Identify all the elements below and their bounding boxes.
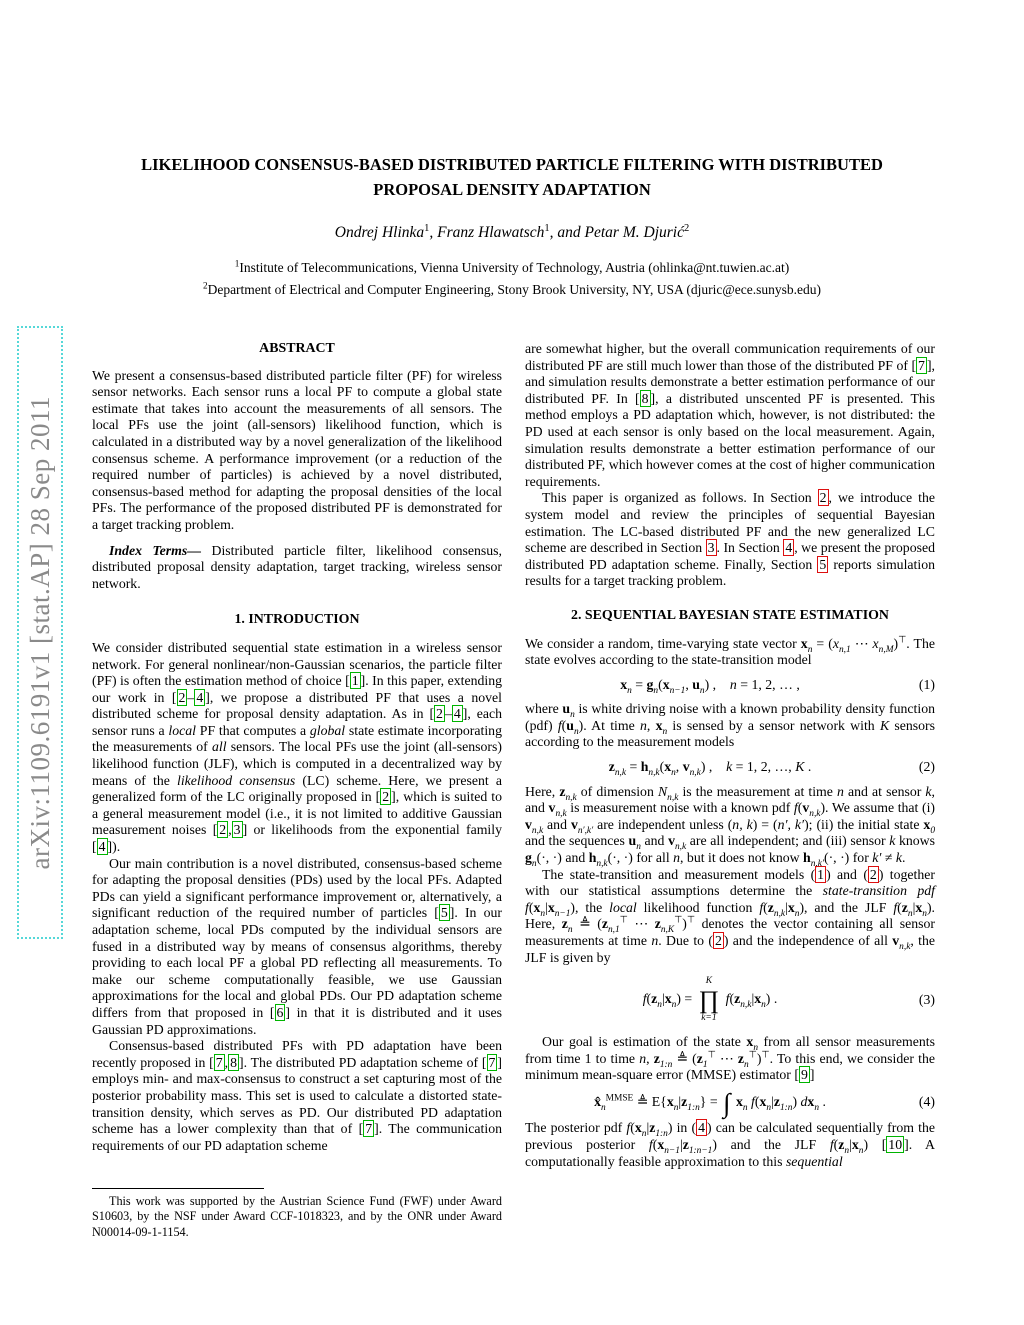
footnote-text: This work was supported by the Austrian Science Fund (FWF) under Award S10603, by the NSF under Award CCF-1018323, and by the ONR under Award N00014-09-1-1154. — [92, 1193, 502, 1240]
citation-link[interactable]: 3 — [233, 822, 241, 838]
intro-paragraph-2: Our main contribution is a novel distributed, consensus-based scheme for adapting the proposal densities (PDs) used by the local PFs. Adapted PDs can yield a significant performance improvement or, alternatively, a significant reduction of the required number of particles [ 5 ]. In our adaptation scheme, local PDs computed by the individual sensors are fused in a distributed way by means of consensus algorithms, thereby providing to each local PF a global PD reflecting all measurements. To make our scheme computationally feasible, we use Gaussian approximations for the local and global PDs. Our PD adaptation scheme differs from that proposed in [ 6 ] in that it is distributed and it uses Gaussian PD approximations. — [92, 855, 503, 1037]
equation-2 — [525, 759, 935, 776]
section-ref-link[interactable]: 4 — [785, 540, 793, 556]
paper-organization-paragraph: This paper is organized as follows. In Section 2 , we introduce the system model and review the principles of sequential Bayesian estimation. The LC-based distributed PF and the new generalized LC scheme are described in Section 3 . In Section 4 , we present the proposed distributed PD adaptation scheme. Finally, Section 5 reports simulation results for a target tracking problem. — [525, 490, 935, 589]
section-ref-link[interactable]: 2 — [869, 866, 877, 882]
section-heading-introduction: 1. INTRODUCTION — [234, 612, 360, 628]
affiliation-2: $^2$Department of Electrical and Computer Engineering, Stony Brook University, NY, USA (djuric@ece.sunysb.edu) — [202, 280, 822, 297]
citation-link[interactable]: 8 — [230, 1054, 238, 1070]
intro-paragraph-3: Consensus-based distributed PFs with PD adaptation have been recently proposed in [ 7 , 8 ]. The distributed PD adaptation scheme of [ 7 ] employs min- and max-consensus to construct a set capturing most of the posterior probability mass. This set is used to calculate a distorted state-transition density, which serves as PD. Our distributed PD adaptation scheme has a lower complexity than that of [ 7 ]. The communication requirements of our PD adaptation scheme — [92, 1038, 503, 1153]
two-column-body — [92, 341, 935, 1241]
citation-link[interactable]: 7 — [488, 1054, 496, 1070]
footnote — [92, 1184, 502, 1241]
equation-2-number: (2) — [918, 759, 935, 775]
section-ref-link[interactable]: 1 — [817, 866, 825, 882]
arxiv-watermark-text[interactable]: arXiv:1109.6191v1 [stat.AP] 28 Sep 2011 — [24, 395, 55, 870]
sec2-paragraph-3: Here, $z_{n,k}$ of dimension $N_{n,k}$ is the measurement at time n and at sensor k, and $v_{n,k}$ is measurement noise with a known pdf $f(v_{n,k})$. We assume that (i) $v_{n,k}$ and $v_{n',k'}$ are independent unless (n, k) = (n′, k′); (ii) the initial state $x_0$ and the sequences $u_n$ and $v_{n,k}$ are all independent; and (iii) sensor k knows $g_n(\cdot$, ·) and $h_{n,k}(\cdot$, ·) for all n, but it does not know $h_{n,k'}(\cdot$, ·) for k′ ≠ k. — [525, 783, 936, 869]
equation-3-body: $f(z_n|x_n)$ = K ∏ k=1 $f(z_{n,k}|x_n)$ . — [642, 976, 778, 1023]
equation-4 — [525, 1087, 935, 1118]
equation-1 — [525, 677, 935, 694]
intro-paragraph-3-continued: are somewhat higher, but the overall communication requirements of our distributed PF are still much lower than those of the distributed PF of [ 7 ], and simulation results demonstrate a better estimation performance of our distributed PF. In [ 8 ], a distributed unscented PF is presented. This method employs a PD adaptation which, however, is not distributed: the PD used at each sensor is only based on the local measurement. Again, simulation results demonstrate a better estimation performance of our distributed PF, which however comes at the cost of higher communication requirements. — [525, 341, 935, 489]
column-left — [92, 341, 502, 1241]
paper-header — [0, 0, 1024, 301]
citation-link[interactable]: 2 — [178, 689, 186, 705]
section-ref-link[interactable]: 4 — [698, 1120, 705, 1136]
citation-link[interactable]: 4 — [196, 689, 204, 705]
equation-2-body: $z_{n,k} = h_{n,k}(x_n$, $v_{n,k}$) , k = 1, 2, …, K . — [608, 759, 812, 778]
citation-link[interactable]: 5 — [440, 905, 448, 921]
sec2-paragraph-2: where $u_n$ is white driving noise with a known probability density function (pdf) $f(u_n)$. At time n, $x_n$ is sensed by a sensor network with K sensors according to the measurement models — [525, 701, 935, 750]
sec2-paragraph-1: We consider a random, time-varying state vector $x_n = (x_{n,1}$ ⋯ $x_{n,M})^⊤$. The state evolves according to the state-transition model — [525, 634, 935, 668]
equation-1-number: (1) — [918, 676, 935, 692]
citation-link[interactable]: 7 — [215, 1054, 223, 1070]
equation-3-number: (3) — [918, 991, 935, 1007]
citation-link[interactable]: 6 — [276, 1004, 284, 1020]
equation-3 — [525, 976, 935, 1024]
footnote-rule — [92, 1188, 264, 1189]
section-ref-link[interactable]: 2 — [714, 933, 722, 948]
citation-link[interactable]: 10 — [888, 1136, 903, 1152]
integral-operator: ∫ — [723, 1087, 731, 1118]
sec2-paragraph-5: Our goal is estimation of the state $x_n$ from all sensor measurements from time 1 to time n, $z_{1:n}$ ≜ ($z_1^⊤$ ⋯ $z_n^⊤)^⊤$. To this end, we consider the minimum mean-square error (MMSE) estimator [ 9 ] — [525, 1033, 935, 1083]
arxiv-watermark-box[interactable] — [17, 326, 63, 939]
section-ref-link[interactable]: 5 — [819, 556, 827, 572]
equation-1-body: $x_n = g_n(x_{n-1}$, $u_n$) , n = 1, 2, … , — [620, 676, 800, 696]
index-terms: Index Terms— Distributed particle filter, likelihood consensus, distributed proposal density adaptation, target tracking, wireless sensor network. — [92, 542, 502, 591]
sec2-paragraph-4: The state-transition and measurement models ( 1 ) and ( 2 ) together with our statistical assumptions determine the state-transition pdf $f(x_n|x_{n-1})$, the local likelihood function $f(z_{n,k}|x_n)$, and the JLF $f(z_n|x_n)$. Here, $z_n$ ≜ ($z_{n,1}^⊤$ ⋯ $z_{n,K}^⊤)^⊤$ denotes the vector containing all sensor measurements at time n. Due to ( 2 ) and the independence of all $v_{n,k}$, the JLF is given by — [525, 866, 935, 965]
citation-link[interactable]: 2 — [219, 822, 227, 838]
citation-link[interactable]: 2 — [382, 789, 390, 805]
product-operator: K ∏ k=1 — [698, 976, 720, 1023]
page-title: LIKELIHOOD CONSENSUS-BASED DISTRIBUTED PARTICLE FILTERING WITH DISTRIBUTED PROPOSAL DENSITY ADAPTATION — [141, 155, 883, 199]
column-right — [525, 341, 935, 1241]
equation-4-number: (4) — [918, 1093, 935, 1109]
authors-line: Ondrej Hlinka$^1$, Franz Hlawatsch$^1$, and Petar M. Djurić$^2$ — [334, 222, 690, 241]
citation-link[interactable]: 1 — [351, 673, 359, 689]
intro-paragraph-1: We consider distributed sequential state estimation in a wireless sensor network. For general nonlinear/non-Gaussian scenarios, the particle filter (PF) is often the estimation method of choice [ 1 ]. In this paper, extending our work in [ 2 – 4 ], we propose a distributed PF that uses a novel distributed scheme for proposal density adaptation. As in [ 2 – 4 ], each sensor runs a local PF that computes a global state estimate incorporating the measurements of all sensors. The local PFs use the joint (all-sensors) likelihood function (JLF), which is computed in a decentralized way by means of the likelihood consensus (LC) scheme. Here, we present a generalized form of the LC originally proposed in [ 2 ], which is suited to a general measurement model (i.e., it is not limited to additive Gaussian measurement noises [ 2 , 3 ] or likelihoods from the exponential family [ 4 ]). — [92, 639, 503, 855]
abstract-heading: ABSTRACT — [259, 341, 335, 356]
affiliations — [0, 257, 1024, 301]
equation-4-body: $x̂_n^{MMSE}$ ≜ $E\{x_n|z_{1:n}\}$ = ∫ $x_n$ $f(x_n|z_{1:n})$ $dx_n$ . — [594, 1087, 826, 1118]
affiliation-1: $^1$Institute of Telecommunications, Vienna University of Technology, Austria (ohlinka@nt.tuwien.ac.at) — [234, 258, 790, 275]
citation-link[interactable]: 7 — [918, 357, 925, 373]
section-ref-link[interactable]: 2 — [819, 490, 827, 506]
citation-link[interactable]: 4 — [98, 839, 106, 855]
citation-link[interactable]: 7 — [365, 1121, 373, 1137]
sec2-paragraph-6: The posterior pdf $f(x_n|z_{1:n})$ in ( 4 ) can be calculated sequentially from the previous posterior $f(x_{n-1}|z_{1:n-1})$ and the JLF $f(z_n|x_n)$ [ 10 ]. A computationally feasible approximation to this sequential — [525, 1120, 936, 1169]
citation-link[interactable]: 9 — [800, 1067, 808, 1083]
citation-link[interactable]: 8 — [641, 390, 649, 406]
abstract-body: We present a consensus-based distributed particle filter (PF) for wireless sensor networks. Each sensor runs a local PF to compute a global state estimate that takes into account the measurements of all sensors. The local PFs use the joint (all-sensors) likelihood function, which is calculated in a distributed way by a novel generalization of the likelihood consensus scheme. A performance improvement (or a reduction of the required number of particles) is achieved by a novel distributed, consensus-based method for adapting the proposal densities of the local PFs. The performance of the proposed distributed PF is demonstrated for a target tracking problem. — [92, 367, 502, 532]
citation-link[interactable]: 2 — [436, 706, 443, 722]
citation-link[interactable]: 4 — [453, 706, 461, 722]
section-heading-sequential-bayesian: 2. SEQUENTIAL BAYESIAN STATE ESTIMATION — [571, 607, 889, 623]
section-ref-link[interactable]: 3 — [707, 540, 715, 556]
